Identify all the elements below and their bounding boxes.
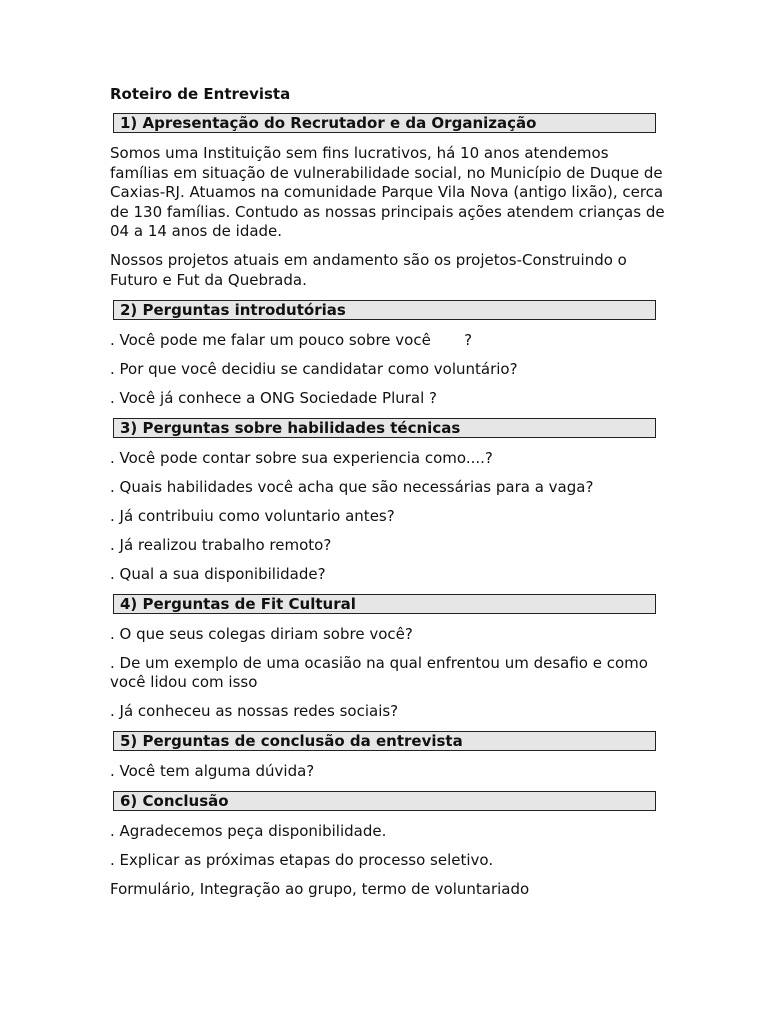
paragraph: Somos uma Instituição sem fins lucrativos, há 10 anos atendemos famílias em situação de vulnerabilidade social, no Município de Duque de Caxias-RJ. Atuamos na comunidade Parque Vila Nova (antigo lixão), cerca de 130 famílias. Contudo as nossas principais ações atendem crianças de 04 a 14 anos de idade. bbox=[110, 144, 665, 240]
question: . Por que você decidiu se candidatar como voluntário? bbox=[110, 359, 518, 378]
section-header-3: 3) Perguntas sobre habilidades técnicas bbox=[113, 418, 656, 438]
question: . Quais habilidades você acha que são necessárias para a vaga? bbox=[110, 477, 594, 496]
section-header-2: 2) Perguntas introdutórias bbox=[113, 300, 656, 320]
section-header-6: 6) Conclusão bbox=[113, 791, 656, 811]
section-header-4: 4) Perguntas de Fit Cultural bbox=[113, 594, 656, 614]
paragraph: . Agradecemos peça disponibilidade. bbox=[110, 822, 387, 840]
paragraph: Nossos projetos atuais em andamento são os projetos-Construindo o Futuro e Fut da Quebrada. bbox=[110, 251, 627, 289]
question: . Qual a sua disponibilidade? bbox=[110, 564, 326, 583]
question: . Você tem alguma dúvida? bbox=[110, 762, 315, 780]
document-body bbox=[110, 84, 665, 909]
question: . O que seus colegas diriam sobre você? bbox=[110, 624, 413, 643]
question: . Já contribuiu como voluntario antes? bbox=[110, 506, 395, 525]
section-header-5: 5) Perguntas de conclusão da entrevista bbox=[113, 731, 656, 751]
document-title: Roteiro de Entrevista bbox=[110, 85, 291, 103]
question: . Você pode me falar um pouco sobre você ? bbox=[110, 330, 473, 349]
paragraph: Formulário, Integração ao grupo, termo de voluntariado bbox=[110, 880, 530, 898]
question: . Já realizou trabalho remoto? bbox=[110, 535, 332, 554]
question: . Você já conhece a ONG Sociedade Plural ? bbox=[110, 388, 438, 407]
question: . Você pode contar sobre sua experiencia como....? bbox=[110, 448, 493, 467]
paragraph: . Explicar as próximas etapas do processo seletivo. bbox=[110, 851, 494, 869]
section-header-1: 1) Apresentação do Recrutador e da Organização bbox=[113, 113, 656, 133]
question: . Já conheceu as nossas redes sociais? bbox=[110, 702, 399, 720]
question: . De um exemplo de uma ocasião na qual enfrentou um desafio e como você lidou com isso bbox=[110, 653, 648, 691]
